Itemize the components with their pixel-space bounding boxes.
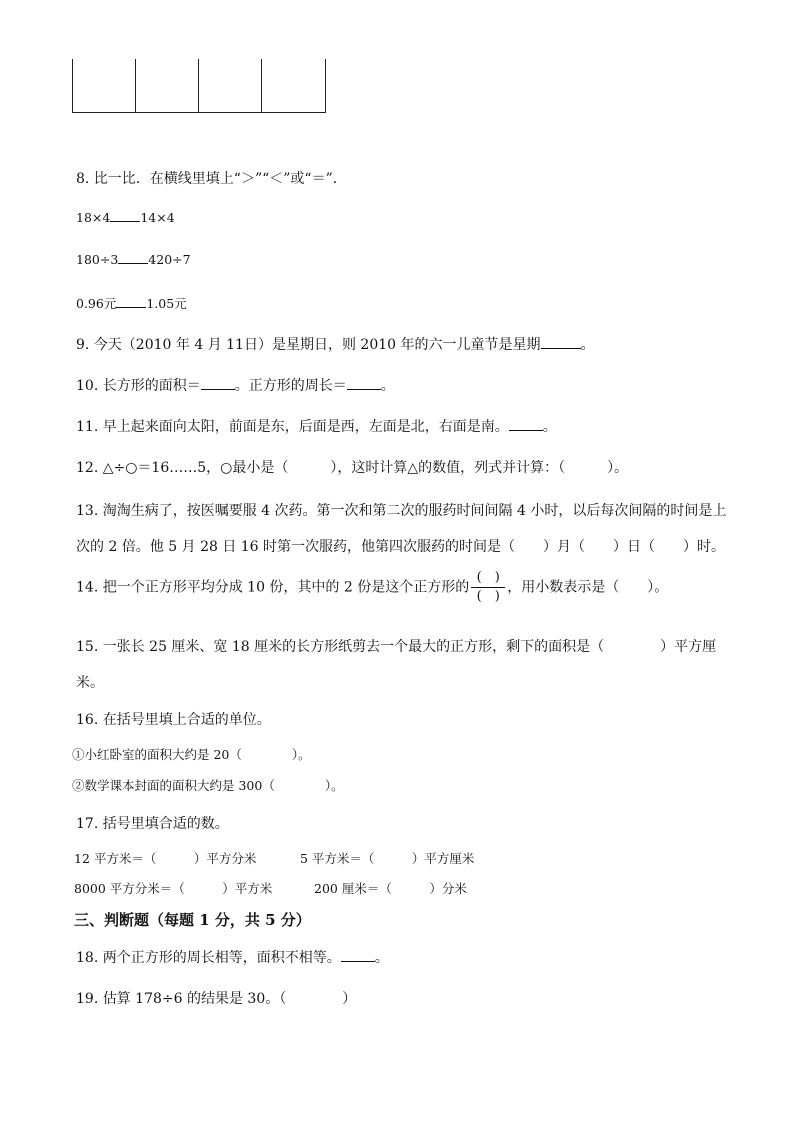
- answer-blank[interactable]: [118, 252, 148, 264]
- answer-blank[interactable]: [509, 419, 543, 431]
- punctuation: 。: [380, 378, 395, 394]
- answer-blank[interactable]: [347, 378, 381, 390]
- fraction-denominator-blank[interactable]: ( ): [476, 589, 500, 604]
- question-11-text: 11. 早上起来面向太阳，前面是东，后面是西，左面是北，右面是南。: [76, 419, 509, 435]
- compare-right: 1.05元: [146, 296, 187, 311]
- question-19: 19. 估算 178÷6 的结果是 30。（ ）: [76, 991, 357, 1007]
- section-heading: 三、判断题（每题 1 分，共 5 分）: [74, 911, 311, 929]
- answer-blank[interactable]: [541, 337, 581, 349]
- fraction-numerator-blank[interactable]: ( ): [476, 570, 500, 585]
- grid-divider: [135, 59, 136, 112]
- question-12: 12. △÷○＝16……5，○最小是（ ），这时计算△的数值，列式并计算：（ ）。: [76, 460, 629, 476]
- question-13-line-1: 13. 淘淘生病了，按医嘱要服 4 次药。第一次和第二次的服药时间间隔 4 小时，以后每次间隔的时间是上: [76, 503, 727, 519]
- question-8-title: 8. 比一比．在横线里填上“＞”“＜”或“＝”．: [76, 171, 347, 187]
- answer-blank[interactable]: [341, 950, 375, 962]
- question-18-text: 18. 两个正方形的周长相等，面积不相等。: [76, 950, 341, 966]
- question-10-part-a: 10. 长方形的面积＝: [76, 378, 201, 394]
- question-9-text: 9. 今天（2010 年 4 月 11日）是星期日，则 2010 年的六一儿童节是星期: [76, 337, 541, 353]
- question-15-line-2: 米。: [76, 675, 104, 691]
- question-13-line-2: 次的 2 倍。他 5 月 28 日 16 时第一次服药，他第四次服药的时间是（ ）月（ ）日（ ）时。: [76, 539, 726, 555]
- compare-right: 14×4: [140, 210, 175, 225]
- answer-grid: [72, 59, 326, 113]
- question-16-title: 16. 在括号里填上合适的单位。: [76, 712, 271, 728]
- question-17-item-d: 200 厘米＝（ ）分米: [314, 881, 467, 896]
- question-14-text: 14. 把一个正方形平均分成 10 份，其中的 2 份是这个正方形的: [76, 579, 470, 596]
- compare-left: 0.96元: [76, 296, 117, 311]
- compare-left: 18×4: [76, 210, 111, 225]
- question-17-item-a: 12 平方米＝（ ）平方分米: [74, 851, 257, 866]
- compare-left: 180÷3: [76, 252, 119, 267]
- question-14: [76, 570, 668, 605]
- question-17-title: 17. 括号里填合适的数。: [76, 816, 229, 832]
- punctuation: 。: [580, 337, 595, 353]
- punctuation: 。: [374, 950, 389, 966]
- question-8-row-3: [76, 294, 187, 312]
- grid-divider: [261, 59, 262, 112]
- question-10-part-b: 。正方形的周长＝: [234, 378, 347, 394]
- question-17-item-c: 8000 平方分米＝（ ）平方米: [74, 881, 273, 896]
- question-17-item-b: 5 平方米＝（ ）平方厘米: [300, 851, 475, 866]
- question-16-item-2: ②数学课本封面的面积大约是 300（ ）。: [72, 778, 344, 793]
- fraction-bar: [471, 587, 505, 588]
- question-8-row-2: [76, 252, 191, 267]
- question-16-item-1: ①小红卧室的面积大约是 20（ ）。: [72, 747, 311, 762]
- answer-blank[interactable]: [201, 378, 235, 390]
- question-14-tail: ，用小数表示是（ ）。: [507, 579, 669, 596]
- question-11: [76, 416, 557, 436]
- question-9: [76, 334, 595, 354]
- grid-divider: [198, 59, 199, 112]
- answer-blank[interactable]: [110, 210, 140, 222]
- punctuation: 。: [542, 419, 557, 435]
- fraction: [471, 570, 505, 605]
- question-10: [76, 375, 395, 395]
- answer-blank[interactable]: [116, 296, 146, 308]
- question-8-row-1: [76, 210, 175, 225]
- question-15-line-1: 15. 一张长 25 厘米、宽 18 厘米的长方形纸剪去一个最大的正方形，剩下的面积是（ ）平方厘: [76, 639, 717, 655]
- question-18: [76, 947, 389, 967]
- compare-right: 420÷7: [148, 252, 191, 267]
